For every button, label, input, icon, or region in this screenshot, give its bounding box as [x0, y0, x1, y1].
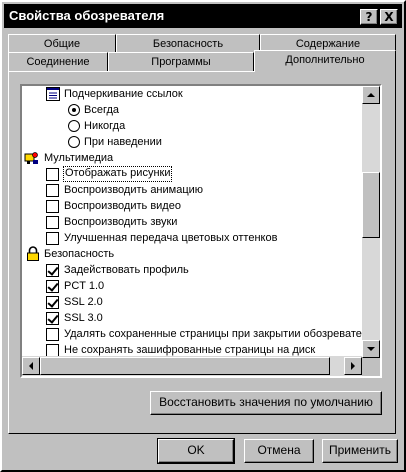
- radio-button[interactable]: [68, 136, 80, 148]
- arrow-up-icon: [363, 87, 379, 103]
- tab-label: Безопасность: [152, 38, 224, 50]
- window-title: Свойства обозревателя: [9, 8, 165, 23]
- tab-label: Общие: [43, 38, 81, 50]
- option-label: Воспроизводить видео: [64, 200, 181, 212]
- settings-rows: [22, 86, 362, 356]
- option-play-animation[interactable]: [22, 182, 362, 198]
- option-label: Всегда: [84, 104, 120, 116]
- arrow-left-icon: [23, 358, 39, 374]
- apply-button[interactable]: Применить: [322, 439, 398, 463]
- vertical-scroll-thumb[interactable]: [362, 172, 380, 238]
- arrow-right-icon: [345, 358, 361, 374]
- option-label: Не сохранять зашифрованные страницы на диск: [64, 344, 316, 356]
- option-delete-saved-pages[interactable]: [22, 326, 362, 342]
- option-enable-profile[interactable]: [22, 262, 362, 278]
- option-label: Удалять сохраненные страницы при закрытии обозревате: [64, 328, 362, 340]
- tab-label: Соединение: [26, 56, 90, 68]
- option-label: Задействовать профиль: [64, 264, 189, 276]
- option-label: PCT 1.0: [64, 280, 105, 292]
- checkbox[interactable]: [46, 296, 59, 309]
- tab-programs[interactable]: [108, 52, 254, 72]
- checkbox[interactable]: [46, 312, 59, 325]
- checkbox[interactable]: [46, 328, 59, 341]
- radio-never[interactable]: [22, 118, 362, 134]
- checkbox[interactable]: [46, 344, 59, 356]
- radio-button[interactable]: [68, 120, 80, 132]
- group-security: [22, 246, 362, 262]
- checkbox[interactable]: [46, 200, 59, 213]
- radio-always[interactable]: [22, 102, 362, 118]
- vertical-scrollbar[interactable]: [362, 86, 380, 358]
- title-bar[interactable]: [4, 4, 402, 28]
- option-pct1[interactable]: [22, 278, 362, 294]
- scroll-right-button[interactable]: [344, 357, 362, 375]
- horizontal-scroll-thumb[interactable]: [40, 357, 330, 375]
- close-button[interactable]: X: [380, 9, 398, 25]
- tab-advanced[interactable]: [254, 50, 396, 72]
- radio-button[interactable]: [68, 104, 80, 116]
- tab-label: Содержание: [295, 38, 361, 50]
- option-ssl2[interactable]: [22, 294, 362, 310]
- tab-label: Дополнительно: [285, 54, 365, 66]
- scroll-corner: [362, 358, 380, 376]
- horizontal-scrollbar[interactable]: [22, 356, 362, 376]
- option-label: Воспроизводить анимацию: [64, 184, 204, 196]
- radio-hover[interactable]: [22, 134, 362, 150]
- option-label: SSL 3.0: [64, 312, 103, 324]
- group-label: Мультимедиа: [44, 152, 114, 164]
- option-label: SSL 2.0: [64, 296, 103, 308]
- list-icon: [46, 87, 60, 101]
- settings-list[interactable]: [20, 84, 382, 378]
- help-button[interactable]: ?: [360, 9, 378, 25]
- option-show-pictures[interactable]: [22, 166, 362, 182]
- option-smart-dithering[interactable]: [22, 230, 362, 246]
- option-no-save-encrypted[interactable]: [22, 342, 362, 356]
- checkbox[interactable]: [46, 216, 59, 229]
- tab-security[interactable]: [116, 34, 260, 54]
- checkbox[interactable]: [46, 168, 59, 181]
- group-label: Подчеркивание ссылок: [64, 88, 183, 100]
- group-underline-links: [22, 86, 362, 102]
- cancel-button[interactable]: Отмена: [244, 439, 314, 463]
- group-label: Безопасность: [44, 248, 115, 260]
- checkbox[interactable]: [46, 280, 59, 293]
- tab-general[interactable]: [8, 34, 116, 54]
- checkbox[interactable]: [46, 264, 59, 277]
- option-label: Воспроизводить звуки: [64, 216, 178, 228]
- option-label: Никогда: [84, 120, 126, 132]
- tab-connections[interactable]: [8, 52, 108, 72]
- checkbox[interactable]: [46, 232, 59, 245]
- scroll-up-button[interactable]: [362, 86, 380, 104]
- scroll-down-button[interactable]: [362, 340, 380, 358]
- lock-icon: [26, 246, 40, 261]
- option-play-video[interactable]: [22, 198, 362, 214]
- option-play-sounds[interactable]: [22, 214, 362, 230]
- restore-defaults-button[interactable]: Восстановить значения по умолчанию: [150, 391, 382, 415]
- checkbox[interactable]: [46, 184, 59, 197]
- option-label-focused: Отображать рисунки: [65, 167, 171, 179]
- scroll-left-button[interactable]: [22, 357, 40, 375]
- tab-label: Программы: [151, 56, 211, 68]
- option-label: Улучшенная передача цветовых оттенков: [64, 232, 278, 244]
- group-multimedia: [22, 150, 362, 166]
- arrow-down-icon: [363, 341, 379, 357]
- multimedia-icon: [24, 151, 40, 165]
- option-label: При наведении: [84, 136, 162, 148]
- ok-button[interactable]: OK: [158, 439, 234, 463]
- option-ssl3[interactable]: [22, 310, 362, 326]
